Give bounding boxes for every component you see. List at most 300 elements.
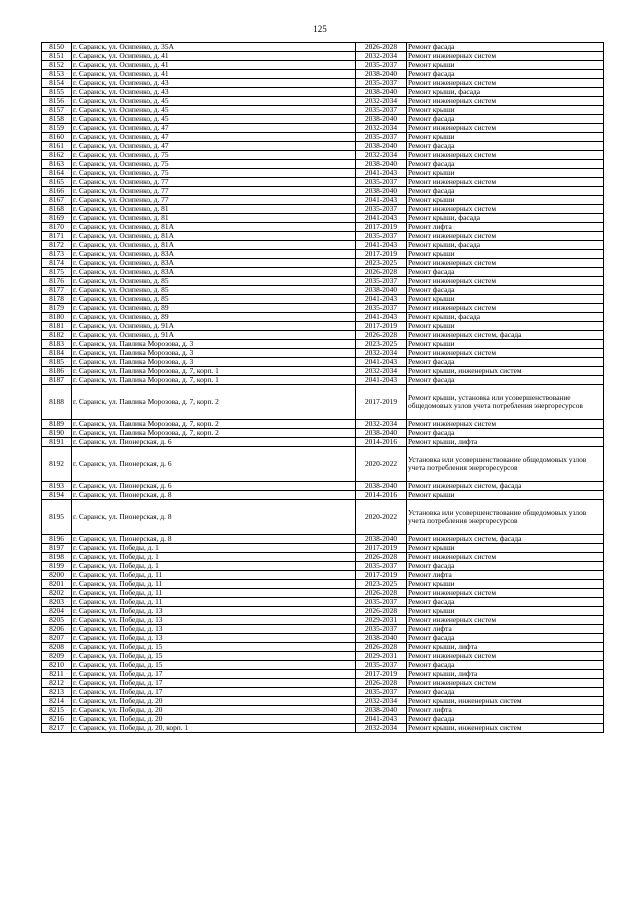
row-address: г. Саранск, ул. Победы, д. 11: [72, 589, 356, 598]
table-row: [42, 482, 604, 491]
row-work: Ремонт инженерных систем: [407, 616, 604, 625]
row-period: 2026-2028: [356, 268, 407, 277]
row-address: г. Саранск, ул. Осипенко, д. 89: [72, 304, 356, 313]
row-number: 8154: [42, 79, 72, 88]
row-address: г. Саранск, ул. Павлика Морозова, д. 3: [72, 358, 356, 367]
row-number: 8185: [42, 358, 72, 367]
row-address: г. Саранск, ул. Осипенко, д. 43: [72, 79, 356, 88]
row-period: 2032-2034: [356, 52, 407, 61]
row-work: Ремонт инженерных систем, фасада: [407, 535, 604, 544]
row-period: 2035-2037: [356, 661, 407, 670]
table-row: [42, 491, 604, 500]
table-row: [42, 322, 604, 331]
table-row: [42, 652, 604, 661]
row-work: Ремонт крыши, фасада: [407, 214, 604, 223]
row-number: 8161: [42, 142, 72, 151]
row-period: 2038-2040: [356, 187, 407, 196]
row-address: г. Саранск, ул. Победы, д. 20: [72, 706, 356, 715]
row-number: 8181: [42, 322, 72, 331]
table-row: [42, 61, 604, 70]
table-row: [42, 79, 604, 88]
row-address: г. Саранск, ул. Павлика Морозова, д. 3: [72, 349, 356, 358]
table-row: [42, 196, 604, 205]
row-period: 2032-2034: [356, 420, 407, 429]
row-period: 2032-2034: [356, 349, 407, 358]
table-row: [42, 340, 604, 349]
row-number: 8201: [42, 580, 72, 589]
table-row: [42, 553, 604, 562]
row-work: Ремонт инженерных систем: [407, 277, 604, 286]
row-period: 2032-2034: [356, 367, 407, 376]
row-address: г. Саранск, ул. Павлика Морозова, д. 3: [72, 340, 356, 349]
row-address: г. Саранск, ул. Победы, д. 15: [72, 652, 356, 661]
table-row: [42, 160, 604, 169]
row-number: 8157: [42, 106, 72, 115]
table-row: [42, 214, 604, 223]
row-number: 8179: [42, 304, 72, 313]
row-address: г. Саранск, ул. Осипенко, д. 91А: [72, 331, 356, 340]
table-row: [42, 429, 604, 438]
row-number: 8159: [42, 124, 72, 133]
row-period: 2038-2040: [356, 482, 407, 491]
row-period: 2023-2025: [356, 580, 407, 589]
row-work: Ремонт инженерных систем: [407, 124, 604, 133]
table-row: [42, 313, 604, 322]
row-work: Ремонт инженерных систем: [407, 553, 604, 562]
table-row: [42, 43, 604, 52]
row-number: 8204: [42, 607, 72, 616]
row-period: 2038-2040: [356, 160, 407, 169]
table-row: [42, 580, 604, 589]
row-period: 2017-2019: [356, 250, 407, 259]
row-period: 2017-2019: [356, 544, 407, 553]
row-work: Установка или усовершенствование общедомовых узлов учета потребления энергоресурсов: [407, 500, 604, 535]
row-number: 8177: [42, 286, 72, 295]
row-work: Ремонт крыши: [407, 491, 604, 500]
table-row: [42, 268, 604, 277]
row-period: 2026-2028: [356, 607, 407, 616]
row-period: 2038-2040: [356, 115, 407, 124]
table-row: [42, 616, 604, 625]
row-work: Ремонт крыши, инженерных систем: [407, 697, 604, 706]
row-number: 8170: [42, 223, 72, 232]
row-work: Ремонт инженерных систем: [407, 97, 604, 106]
row-work: Ремонт крыши: [407, 169, 604, 178]
row-number: 8164: [42, 169, 72, 178]
row-address: г. Саранск, ул. Осипенко, д. 47: [72, 124, 356, 133]
row-period: 2035-2037: [356, 232, 407, 241]
row-period: 2035-2037: [356, 61, 407, 70]
row-number: 8205: [42, 616, 72, 625]
row-number: 8172: [42, 241, 72, 250]
row-address: г. Саранск, ул. Осипенко, д. 83А: [72, 259, 356, 268]
row-address: г. Саранск, ул. Пионерская, д. 8: [72, 535, 356, 544]
row-address: г. Саранск, ул. Победы, д. 11: [72, 580, 356, 589]
row-period: 2032-2034: [356, 97, 407, 106]
row-address: г. Саранск, ул. Победы, д. 13: [72, 634, 356, 643]
table-row: [42, 223, 604, 232]
row-work: Ремонт крыши: [407, 607, 604, 616]
row-period: 2032-2034: [356, 124, 407, 133]
row-period: 2017-2019: [356, 385, 407, 420]
row-address: г. Саранск, ул. Пионерская, д. 8: [72, 491, 356, 500]
row-work: Ремонт крыши, установка или усовершенствование общедомовых узлов учета потребления энергоресурсов: [407, 385, 604, 420]
row-period: 2020-2022: [356, 500, 407, 535]
table-row: [42, 697, 604, 706]
row-address: г. Саранск, ул. Победы, д. 1: [72, 553, 356, 562]
row-work: Ремонт крыши, фасада: [407, 88, 604, 97]
row-work: Ремонт крыши, лифта: [407, 670, 604, 679]
row-work: Ремонт фасада: [407, 286, 604, 295]
row-period: 2038-2040: [356, 429, 407, 438]
row-work: Ремонт фасада: [407, 634, 604, 643]
row-address: г. Саранск, ул. Победы, д. 1: [72, 544, 356, 553]
row-period: 2035-2037: [356, 205, 407, 214]
row-number: 8167: [42, 196, 72, 205]
row-address: г. Саранск, ул. Победы, д. 15: [72, 661, 356, 670]
table-row: [42, 376, 604, 385]
row-number: 8178: [42, 295, 72, 304]
row-period: 2026-2028: [356, 589, 407, 598]
row-period: 2020-2022: [356, 447, 407, 482]
row-number: 8196: [42, 535, 72, 544]
row-work: Ремонт фасада: [407, 115, 604, 124]
row-number: 8188: [42, 385, 72, 420]
row-number: 8211: [42, 670, 72, 679]
row-number: 8208: [42, 643, 72, 652]
row-period: 2017-2019: [356, 322, 407, 331]
row-address: г. Саранск, ул. Победы, д. 20: [72, 715, 356, 724]
row-number: 8163: [42, 160, 72, 169]
row-number: 8209: [42, 652, 72, 661]
table-row: [42, 286, 604, 295]
row-number: 8213: [42, 688, 72, 697]
table-row: [42, 151, 604, 160]
row-work: Ремонт фасада: [407, 429, 604, 438]
row-number: 8202: [42, 589, 72, 598]
row-period: 2032-2034: [356, 697, 407, 706]
table-row: [42, 500, 604, 535]
row-period: 2023-2025: [356, 259, 407, 268]
row-period: 2038-2040: [356, 142, 407, 151]
row-work: Ремонт фасада: [407, 598, 604, 607]
row-number: 8212: [42, 679, 72, 688]
row-number: 8158: [42, 115, 72, 124]
row-number: 8187: [42, 376, 72, 385]
row-address: г. Саранск, ул. Осипенко, д. 77: [72, 178, 356, 187]
row-period: 2038-2040: [356, 88, 407, 97]
row-number: 8197: [42, 544, 72, 553]
row-work: Ремонт инженерных систем: [407, 349, 604, 358]
row-period: 2041-2043: [356, 376, 407, 385]
table-row: [42, 124, 604, 133]
row-number: 8155: [42, 88, 72, 97]
row-number: 8153: [42, 70, 72, 79]
table-row: [42, 625, 604, 634]
row-address: г. Саранск, ул. Победы, д. 11: [72, 571, 356, 580]
row-address: г. Саранск, ул. Осипенко, д. 35А: [72, 43, 356, 52]
row-address: г. Саранск, ул. Победы, д. 1: [72, 562, 356, 571]
row-work: Ремонт крыши, фасада: [407, 241, 604, 250]
row-period: 2041-2043: [356, 214, 407, 223]
table-row: [42, 88, 604, 97]
row-work: Ремонт фасада: [407, 562, 604, 571]
table-row: [42, 598, 604, 607]
row-work: Ремонт крыши: [407, 250, 604, 259]
table-row: [42, 52, 604, 61]
row-work: Ремонт фасада: [407, 358, 604, 367]
row-number: 8203: [42, 598, 72, 607]
row-number: 8160: [42, 133, 72, 142]
row-address: г. Саранск, ул. Осипенко, д. 83А: [72, 268, 356, 277]
row-number: 8174: [42, 259, 72, 268]
row-address: г. Саранск, ул. Павлика Морозова, д. 7, корп. 2: [72, 385, 356, 420]
row-period: 2041-2043: [356, 358, 407, 367]
row-address: г. Саранск, ул. Осипенко, д. 83А: [72, 250, 356, 259]
row-period: 2026-2028: [356, 679, 407, 688]
row-address: г. Саранск, ул. Осипенко, д. 77: [72, 187, 356, 196]
row-work: Ремонт фасада: [407, 661, 604, 670]
row-work: Ремонт крыши: [407, 196, 604, 205]
table-row: [42, 115, 604, 124]
row-period: 2035-2037: [356, 562, 407, 571]
table-row: [42, 438, 604, 447]
table-row: [42, 670, 604, 679]
row-period: 2038-2040: [356, 286, 407, 295]
row-number: 8183: [42, 340, 72, 349]
row-period: 2035-2037: [356, 277, 407, 286]
row-number: 8210: [42, 661, 72, 670]
row-address: г. Саранск, ул. Осипенко, д. 47: [72, 133, 356, 142]
row-number: 8162: [42, 151, 72, 160]
row-period: 2035-2037: [356, 79, 407, 88]
row-address: г. Саранск, ул. Осипенко, д. 81: [72, 214, 356, 223]
repair-schedule-table: [41, 42, 604, 733]
row-address: г. Саранск, ул. Осипенко, д. 41: [72, 61, 356, 70]
row-work: Ремонт инженерных систем, фасада: [407, 482, 604, 491]
row-address: г. Саранск, ул. Павлика Морозова, д. 7, корп. 1: [72, 367, 356, 376]
table-row: [42, 142, 604, 151]
row-work: Ремонт инженерных систем: [407, 679, 604, 688]
table-row: [42, 535, 604, 544]
row-work: Ремонт крыши, инженерных систем: [407, 724, 604, 733]
table-row: [42, 97, 604, 106]
row-period: 2035-2037: [356, 304, 407, 313]
row-work: Ремонт инженерных систем: [407, 205, 604, 214]
row-address: г. Саранск, ул. Осипенко, д. 43: [72, 88, 356, 97]
row-period: 2026-2028: [356, 553, 407, 562]
row-number: 8175: [42, 268, 72, 277]
row-number: 8194: [42, 491, 72, 500]
row-address: г. Саранск, ул. Осипенко, д. 75: [72, 160, 356, 169]
row-address: г. Саранск, ул. Пионерская, д. 6: [72, 438, 356, 447]
row-number: 8217: [42, 724, 72, 733]
row-number: 8199: [42, 562, 72, 571]
row-work: Ремонт инженерных систем, фасада: [407, 331, 604, 340]
row-work: Ремонт крыши: [407, 295, 604, 304]
row-period: 2041-2043: [356, 313, 407, 322]
table-body: [42, 43, 604, 733]
row-address: г. Саранск, ул. Осипенко, д. 85: [72, 277, 356, 286]
row-period: 2023-2025: [356, 340, 407, 349]
row-period: 2017-2019: [356, 670, 407, 679]
row-work: Ремонт лифта: [407, 571, 604, 580]
row-work: Ремонт крыши: [407, 133, 604, 142]
row-work: Ремонт крыши, лифта: [407, 643, 604, 652]
table-row: [42, 277, 604, 286]
row-period: 2038-2040: [356, 535, 407, 544]
row-period: 2017-2019: [356, 571, 407, 580]
row-period: 2041-2043: [356, 169, 407, 178]
row-address: г. Саранск, ул. Осипенко, д. 85: [72, 286, 356, 295]
row-period: 2026-2028: [356, 43, 407, 52]
row-number: 8216: [42, 715, 72, 724]
table-row: [42, 679, 604, 688]
row-address: г. Саранск, ул. Павлика Морозова, д. 7, корп. 2: [72, 429, 356, 438]
row-work: Ремонт фасада: [407, 715, 604, 724]
row-work: Ремонт лифта: [407, 223, 604, 232]
row-address: г. Саранск, ул. Пионерская, д. 6: [72, 482, 356, 491]
table-row: [42, 643, 604, 652]
row-number: 8156: [42, 97, 72, 106]
row-address: г. Саранск, ул. Осипенко, д. 45: [72, 115, 356, 124]
row-work: Ремонт крыши: [407, 322, 604, 331]
table-row: [42, 385, 604, 420]
table-row: [42, 133, 604, 142]
table-row: [42, 250, 604, 259]
row-address: г. Саранск, ул. Осипенко, д. 81А: [72, 241, 356, 250]
table-row: [42, 571, 604, 580]
row-work: Ремонт фасада: [407, 142, 604, 151]
row-number: 8184: [42, 349, 72, 358]
row-work: Ремонт фасада: [407, 70, 604, 79]
row-address: г. Саранск, ул. Победы, д. 13: [72, 616, 356, 625]
row-period: 2035-2037: [356, 688, 407, 697]
row-number: 8192: [42, 447, 72, 482]
row-address: г. Саранск, ул. Победы, д. 13: [72, 625, 356, 634]
row-period: 2041-2043: [356, 715, 407, 724]
row-address: г. Саранск, ул. Победы, д. 17: [72, 679, 356, 688]
row-period: 2032-2034: [356, 724, 407, 733]
page-number: 125: [313, 24, 327, 34]
row-work: Ремонт инженерных систем: [407, 259, 604, 268]
row-period: 2029-2031: [356, 616, 407, 625]
row-work: Ремонт инженерных систем: [407, 151, 604, 160]
row-address: г. Саранск, ул. Победы, д. 15: [72, 643, 356, 652]
row-address: г. Саранск, ул. Осипенко, д. 41: [72, 52, 356, 61]
row-number: 8207: [42, 634, 72, 643]
row-number: 8215: [42, 706, 72, 715]
row-work: Ремонт фасада: [407, 187, 604, 196]
table-row: [42, 106, 604, 115]
row-address: г. Саранск, ул. Осипенко, д. 91А: [72, 322, 356, 331]
row-period: 2014-2016: [356, 438, 407, 447]
table-row: [42, 688, 604, 697]
row-number: 8176: [42, 277, 72, 286]
row-work: Ремонт фасада: [407, 688, 604, 697]
table-row: [42, 295, 604, 304]
row-period: 2038-2040: [356, 70, 407, 79]
row-work: Ремонт инженерных систем: [407, 420, 604, 429]
row-address: г. Саранск, ул. Осипенко, д. 89: [72, 313, 356, 322]
row-address: г. Саранск, ул. Победы, д. 11: [72, 598, 356, 607]
row-address: г. Саранск, ул. Павлика Морозова, д. 7, корп. 1: [72, 376, 356, 385]
table-row: [42, 706, 604, 715]
row-period: 2035-2037: [356, 178, 407, 187]
table-row: [42, 331, 604, 340]
row-number: 8168: [42, 205, 72, 214]
table-row: [42, 205, 604, 214]
row-address: г. Саранск, ул. Осипенко, д. 75: [72, 151, 356, 160]
row-period: 2038-2040: [356, 706, 407, 715]
table-row: [42, 178, 604, 187]
row-address: г. Саранск, ул. Победы, д. 20, корп. 1: [72, 724, 356, 733]
row-address: г. Саранск, ул. Победы, д. 17: [72, 670, 356, 679]
row-work: Ремонт крыши: [407, 61, 604, 70]
row-period: 2026-2028: [356, 643, 407, 652]
row-work: Ремонт крыши: [407, 544, 604, 553]
row-number: 8152: [42, 61, 72, 70]
row-number: 8186: [42, 367, 72, 376]
row-work: Ремонт лифта: [407, 625, 604, 634]
table-row: [42, 634, 604, 643]
row-work: Ремонт инженерных систем: [407, 304, 604, 313]
row-address: г. Саранск, ул. Павлика Морозова, д. 7, корп. 2: [72, 420, 356, 429]
row-number: 8200: [42, 571, 72, 580]
row-address: г. Саранск, ул. Осипенко, д. 77: [72, 196, 356, 205]
row-address: г. Саранск, ул. Осипенко, д. 81: [72, 205, 356, 214]
table-row: [42, 70, 604, 79]
row-number: 8189: [42, 420, 72, 429]
row-address: г. Саранск, ул. Осипенко, д. 85: [72, 295, 356, 304]
row-work: Ремонт крыши, лифта: [407, 438, 604, 447]
row-period: 2035-2037: [356, 598, 407, 607]
row-number: 8151: [42, 52, 72, 61]
row-period: 2035-2037: [356, 133, 407, 142]
row-address: г. Саранск, ул. Победы, д. 20: [72, 697, 356, 706]
row-address: г. Саранск, ул. Осипенко, д. 75: [72, 169, 356, 178]
table-row: [42, 358, 604, 367]
table-row: [42, 544, 604, 553]
row-number: 8206: [42, 625, 72, 634]
table-row: [42, 589, 604, 598]
row-period: 2041-2043: [356, 295, 407, 304]
table-row: [42, 447, 604, 482]
table-row: [42, 661, 604, 670]
row-work: Ремонт инженерных систем: [407, 178, 604, 187]
table-row: [42, 562, 604, 571]
row-work: Ремонт крыши, инженерных систем: [407, 367, 604, 376]
row-work: Ремонт инженерных систем: [407, 652, 604, 661]
row-address: г. Саранск, ул. Пионерская, д. 6: [72, 447, 356, 482]
table-row: [42, 187, 604, 196]
row-work: Ремонт инженерных систем: [407, 232, 604, 241]
row-work: Ремонт инженерных систем: [407, 79, 604, 88]
row-number: 8165: [42, 178, 72, 187]
row-work: Ремонт крыши: [407, 580, 604, 589]
row-period: 2038-2040: [356, 634, 407, 643]
row-work: Ремонт крыши: [407, 106, 604, 115]
table-row: [42, 259, 604, 268]
table-row: [42, 420, 604, 429]
row-number: 8182: [42, 331, 72, 340]
row-number: 8198: [42, 553, 72, 562]
row-work: Ремонт фасада: [407, 268, 604, 277]
row-number: 8166: [42, 187, 72, 196]
row-number: 8173: [42, 250, 72, 259]
row-address: г. Саранск, ул. Осипенко, д. 45: [72, 106, 356, 115]
row-period: 2041-2043: [356, 241, 407, 250]
